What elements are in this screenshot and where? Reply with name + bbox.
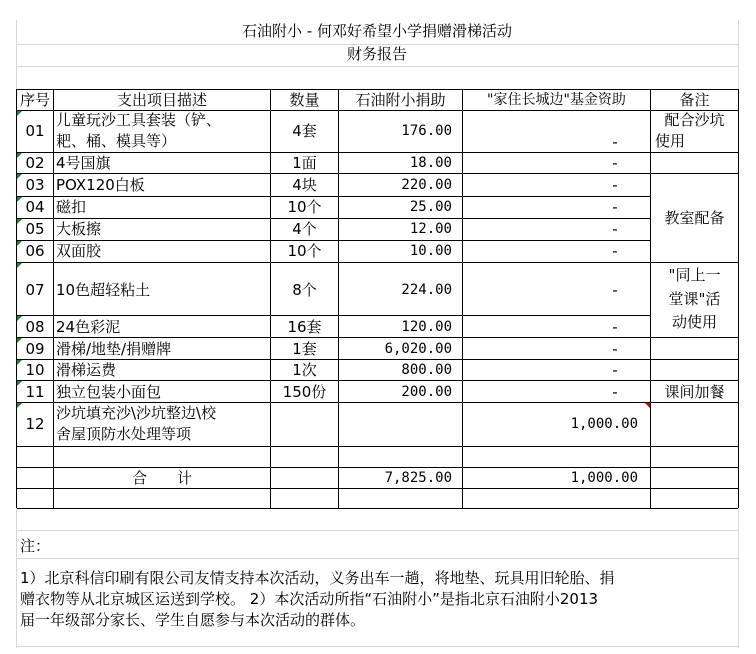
row-desc: 滑梯/地垫/捐赠牌 (56, 340, 172, 358)
row-seq: 02 (25, 154, 45, 172)
footer-note-label: 注： (20, 537, 51, 555)
row-qty: 16套 (287, 318, 322, 336)
row-school-amount: 10.00 (409, 243, 452, 259)
row-fund-amount: - (612, 154, 618, 172)
row-school-amount: 6,020.00 (384, 341, 452, 357)
row-fund-amount: 1,000.00 (570, 416, 638, 432)
row-school-amount: 200.00 (401, 384, 452, 400)
header-seq: 序号 (19, 91, 50, 109)
row-school-amount: 25.00 (409, 199, 452, 215)
row-school-amount: 800.00 (401, 362, 452, 378)
row-fund-amount: - (612, 383, 618, 401)
row-desc: 儿童玩沙工具套装（铲、 (56, 111, 222, 129)
total-school-amount: 7,825.00 (384, 470, 452, 486)
note-sandbox-line2: 使用 (655, 132, 686, 150)
row-desc: 24色彩泥 (56, 318, 121, 336)
row-school-amount: 12.00 (409, 221, 452, 237)
total-label: 合 计 (131, 469, 192, 487)
report-subtitle: 财务报告 (346, 45, 407, 63)
row-seq: 07 (25, 281, 45, 299)
total-fund-amount: 1,000.00 (570, 470, 638, 486)
note-lesson-line2: 堂课"活 (668, 290, 721, 308)
row-qty: 4个 (292, 220, 317, 238)
footer-note-line2: 赠衣物等从北京城区运送到学校。 2）本次活动所指“石油附小”是指北京石油附小2013 (20, 590, 599, 608)
footer-note-line1: 1）北京科信印刷有限公司友情支持本次活动，义务出车一趟，将地垫、玩具用旧轮胎、捐 (20, 569, 615, 587)
row-fund-amount: - (612, 133, 618, 151)
row-desc-line2: 耙、桶、模具等） (56, 132, 177, 150)
row-qty: 150份 (282, 383, 327, 401)
row-desc: 滑梯运费 (56, 361, 117, 379)
row-seq: 08 (25, 318, 45, 336)
row-qty: 1次 (292, 361, 317, 379)
row-qty: 10个 (287, 198, 322, 216)
row-fund-amount: - (612, 361, 618, 379)
row-fund-amount: - (612, 220, 618, 238)
row-qty: 8个 (292, 281, 317, 299)
header-note: 备注 (679, 91, 710, 109)
row-fund-amount: - (612, 340, 618, 358)
report-title: 石油附小 - 何邓好希望小学捐赠滑梯活动 (242, 22, 512, 40)
row-school-amount: 18.00 (409, 155, 452, 171)
row-qty: 4块 (292, 176, 317, 194)
row-desc: 独立包装小面包 (56, 383, 162, 401)
row-fund-amount: - (612, 281, 618, 299)
note-lesson-line3: 动使用 (671, 313, 717, 331)
row-qty: 4套 (292, 122, 317, 140)
row-fund-amount: - (612, 176, 618, 194)
row-school-amount: 120.00 (401, 319, 452, 335)
note-sandbox: 配合沙坑 (664, 111, 725, 129)
row-fund-amount: - (612, 242, 618, 260)
row-seq: 12 (25, 415, 45, 433)
row-school-amount: 176.00 (401, 123, 452, 139)
row-desc: 大板擦 (56, 220, 102, 238)
row-seq: 10 (25, 361, 45, 379)
row-school-amount: 220.00 (401, 177, 452, 193)
row-fund-amount: - (612, 318, 618, 336)
row-desc: 10色超轻粘土 (56, 281, 151, 299)
header-fund: "家住长城边"基金资助 (487, 92, 626, 108)
row-desc: 4号国旗 (56, 154, 111, 172)
header-school: 石油附小捐助 (355, 91, 446, 109)
row-seq: 04 (25, 198, 45, 216)
row-seq: 05 (25, 220, 45, 238)
header-desc: 支出项目描述 (116, 91, 207, 109)
row-seq: 09 (25, 340, 45, 358)
row-seq: 03 (25, 176, 45, 194)
row-desc-line2: 舍屋顶防水处理等项 (56, 425, 192, 443)
row-desc: 沙坑填充沙\沙坑整边\校 (56, 404, 217, 422)
row-seq: 11 (25, 383, 45, 401)
row-qty: 1套 (292, 340, 317, 358)
note-classroom: 教室配备 (664, 209, 725, 227)
row-desc: 双面胶 (56, 242, 102, 260)
note-lesson: "同上一 (668, 266, 721, 284)
footer-note-line3: 届一年级部分家长、学生自愿参与本次活动的群体。 (20, 611, 366, 629)
row-fund-amount: - (612, 198, 618, 216)
row-qty: 10个 (287, 242, 322, 260)
row-seq: 01 (25, 122, 45, 140)
row-desc: POX120白板 (56, 176, 145, 194)
header-qty: 数量 (289, 91, 320, 109)
row-qty: 1面 (292, 154, 317, 172)
row-seq: 06 (25, 242, 45, 260)
row-desc: 磁扣 (56, 198, 87, 216)
row-school-amount: 224.00 (401, 282, 452, 298)
note-snack: 课间加餐 (664, 383, 725, 401)
